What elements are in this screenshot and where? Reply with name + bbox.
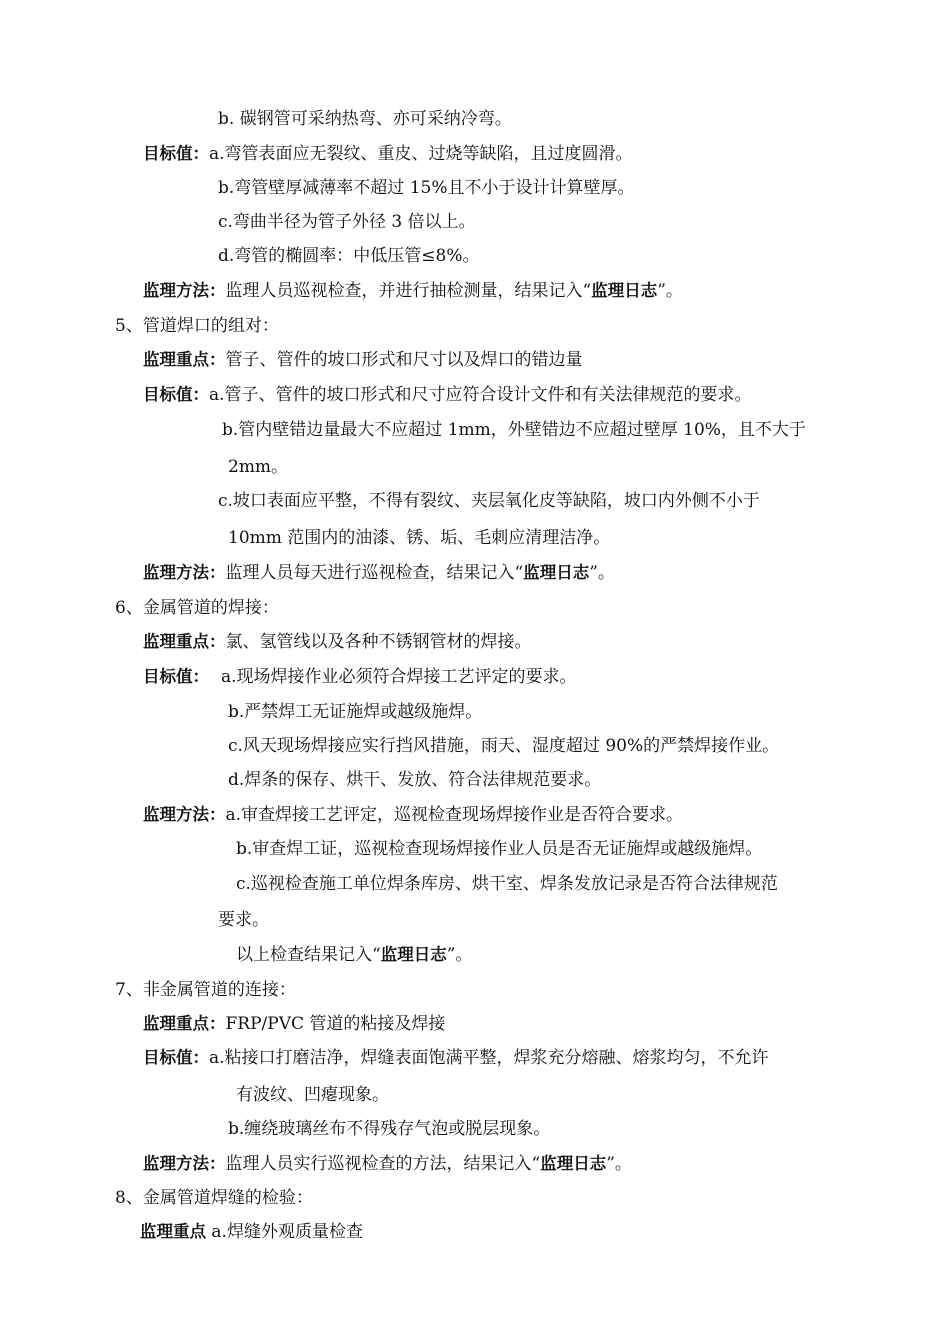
line-text: 氯、氢管线以及各种不锈钢管材的焊接。 [225,632,532,652]
text-line [236,873,778,895]
text-line [143,384,752,406]
line-text: 管子、管件的坡口形式和尺寸以及焊口的错边量 [225,350,583,370]
text-line [228,527,610,549]
line-text: 要求。 [218,910,269,930]
line-text: 监理人员每天进行巡视检查，结果记入“ [225,563,524,583]
line-text: a.粘接口打磨洁净，焊缝表面饱满平整，焊浆充分熔融、熔浆均匀，不允许 [209,1048,769,1068]
method-label: 监理方法： [143,1154,226,1173]
text-line [143,143,633,165]
heading-text: 8、金属管道焊缝的检验： [115,1188,313,1208]
focus-label: 监理重点： [143,1014,226,1033]
text-line [143,1047,769,1069]
line-text: c.坡口表面应平整，不得有裂纹、夹层氧化皮等缺陷，坡口内外侧不小于 [218,491,760,511]
line-text: c.巡视检查施工单位焊条库房、烘干室、焊条发放记录是否符合法律规范 [236,874,778,894]
text-line [222,419,806,441]
heading-text: 7、非金属管道的连接： [115,980,296,1000]
method-label: 监理方法： [143,805,226,824]
line-text: a.现场焊接作业必须符合焊接工艺评定的要求。 [221,667,577,687]
log-name: 监理日志 [540,1154,607,1173]
text-line [218,909,269,931]
focus-label: 监理重点： [143,350,226,369]
text-line [218,211,476,233]
line-text: ”。 [589,563,615,583]
log-name: 监理日志 [380,945,447,964]
text-line [143,1013,445,1035]
line-text: 10mm 范围内的油漆、锈、垢、毛刺应清理洁净。 [228,528,611,548]
line-text: d.弯管的椭圆率：中低压管≤8%。 [218,246,480,266]
line-text: 有波纹、凹瘪现象。 [236,1085,389,1105]
method-label: 监理方法： [143,563,226,582]
line-text: a.焊缝外观质量检查 [206,1222,363,1242]
method-label: 监理方法： [143,281,226,300]
text-line [228,769,601,791]
text-line [228,1118,550,1140]
text-line [143,562,615,584]
text-line [143,631,532,653]
heading-text: 5、管道焊口的组对： [115,316,279,336]
text-line [143,280,683,302]
line-text: d.焊条的保存、烘干、发放、符合法律规范要求。 [228,770,602,790]
line-text: ”。 [657,281,683,301]
target-label: 目标值： [143,144,209,163]
target-label: 目标值： [143,1048,209,1067]
line-text: ”。 [446,945,473,965]
text-line [143,1153,632,1175]
line-text: 以上检查结果记入“ [236,945,381,965]
text-line [218,108,512,130]
line-text: b.管内壁错边量最大不应超过 1mm，外壁错边不应超过壁厚 10%，且不大于 [222,420,806,440]
text-line [218,177,634,199]
line-text: a.弯管表面应无裂纹、重皮、过烧等缺陷，且过度圆滑。 [209,144,633,164]
text-line [228,735,779,757]
focus-label: 监理重点： [143,632,226,651]
text-line [228,456,288,478]
text-line [140,1221,363,1243]
line-text: 监理人员巡视检查，并进行抽检测量，结果记入“ [225,281,592,301]
line-text: 监理人员实行巡视检查的方法，结果记入“ [225,1154,541,1174]
text-line [236,1084,389,1106]
target-label: 目标值： [143,385,209,404]
text-line [143,666,577,688]
text-line [218,245,480,267]
line-text: b.缠绕玻璃丝布不得残存气泡或脱层现象。 [228,1119,551,1139]
focus-label: 监理重点 [140,1222,206,1241]
text-line [218,490,760,512]
section-heading [115,315,279,337]
line-text: a.审查焊接工艺评定，巡视检查现场焊接作业是否符合要求。 [225,805,684,825]
line-text: 2mm。 [228,457,289,477]
line-text: c.弯曲半径为管子外径 3 倍以上。 [218,212,476,232]
heading-text: 6、金属管道的焊接： [115,598,279,618]
section-heading [115,1187,313,1209]
section-heading [115,979,296,1001]
section-heading [115,597,279,619]
text-line [143,804,683,826]
text-line [228,701,482,723]
line-text: b.严禁焊工无证施焊或越级施焊。 [228,702,483,722]
line-text: a.管子、管件的坡口形式和尺寸应符合设计文件和有关法律规范的要求。 [209,385,752,405]
text-line [143,349,583,371]
line-text: b. 碳钢管可采纳热弯、亦可采纳冷弯。 [218,109,512,129]
line-text: FRP/PVC 管道的粘接及焊接 [225,1014,446,1034]
log-name: 监理日志 [591,281,658,300]
line-text: b.审查焊工证，巡视检查现场焊接作业人员是否无证施焊或越级施焊。 [236,839,763,859]
line-text: ”。 [606,1154,632,1174]
line-text: b.弯管壁厚减薄率不超过 15%且不小于设计计算壁厚。 [218,178,635,198]
log-name: 监理日志 [523,563,590,582]
text-line [236,838,762,860]
target-label: 目标值： [143,667,209,686]
text-line [236,944,472,966]
line-text: c.风天现场焊接应实行挡风措施，雨天、湿度超过 90%的严禁焊接作业。 [228,736,780,756]
